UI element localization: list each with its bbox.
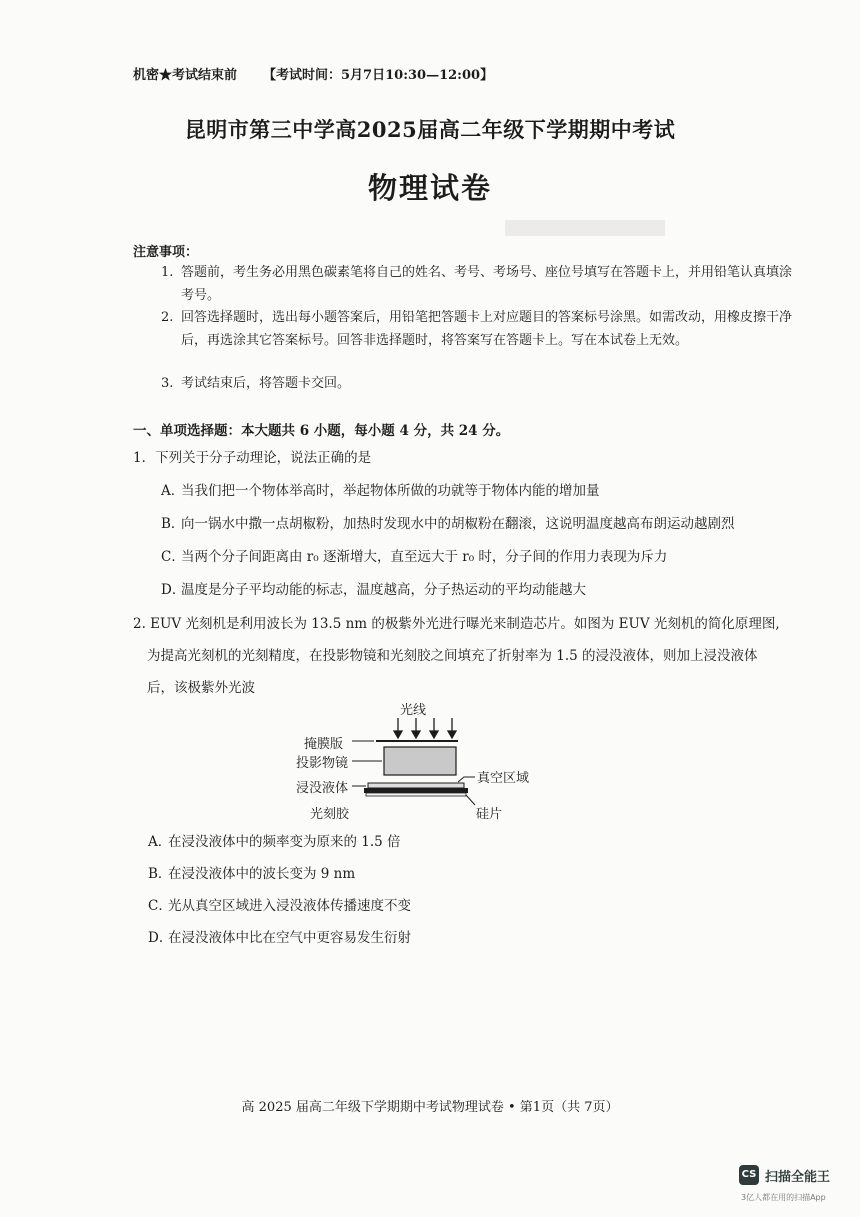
vacuum-pointer: [458, 777, 475, 782]
section-heading: 一、单项选择题：本大题共 6 小题，每小题 4 分，共 24 分。: [133, 423, 510, 439]
immersion-liquid: [368, 783, 464, 788]
silicon-wafer: [366, 793, 466, 796]
scanner-app-name: 扫描全能王: [765, 1170, 831, 1185]
note-text: 考试结束后，将答题卡交回。: [181, 376, 351, 391]
q2-option-a: A．在浸没液体中的频率变为原来的 1.5 倍: [148, 834, 401, 850]
projection-lens: [384, 747, 456, 775]
exam-time: 【考试时间：5月7日10:30—12:00】: [263, 68, 494, 83]
note-text: 答题前，考生务必用黑色碳素笔将自己的姓名、考号、考场号、座位号填写在答题卡上，并用铅笔认真填涂考号。: [181, 265, 793, 303]
note-item: [161, 306, 801, 352]
note-number: 1.: [161, 265, 174, 280]
euv-lithography-diagram: [290, 698, 550, 826]
q2-option-c: C．光从真空区域进入浸没液体传播速度不变: [148, 898, 411, 914]
q2-option-b: B．在浸没液体中的波长变为 9 nm: [148, 866, 356, 882]
question-2-stem-line: 后，该极紫外光波: [147, 680, 255, 696]
q2-option-d: D．在浸没液体中比在空气中更容易发生衍射: [148, 930, 411, 946]
photoresist-layer: [364, 788, 468, 793]
question-2-stem-line: 2. EUV 光刻机是利用波长为 13.5 nm 的极紫外光进行曝光来制造芯片。如图为 EUV 光刻机的简化原理图,: [133, 616, 780, 632]
light-arrows: [394, 718, 456, 738]
page-footer: 高 2025 届高二年级下学期期中考试物理试卷 • 第1页（共 7页）: [241, 1100, 619, 1115]
subject-title: 物理试卷: [367, 171, 492, 205]
exam-title: 昆明市第三中学高2025届高二年级下学期期中考试: [184, 117, 676, 142]
q1-option-a: A．当我们把一个物体举高时，举起物体所做的功就等于物体内能的增加量: [161, 483, 600, 499]
question-1-stem: 1．下列关于分子动理论，说法正确的是: [133, 450, 372, 466]
label-vacuum: 真空区域: [477, 771, 530, 786]
question-2-stem-line: 为提高光刻机的光刻精度，在投影物镜和光刻胶之间填充了折射率为 1.5 的浸没液体，则加上浸没液体: [147, 648, 758, 664]
note-number: 2.: [161, 310, 174, 325]
label-wafer: 硅片: [476, 807, 503, 822]
label-photoresist: 光刻胶: [310, 807, 350, 822]
note-item: [161, 372, 801, 395]
scanner-tagline: 3亿人都在用的扫描App: [741, 1193, 826, 1202]
note-text: 回答选择题时，选出每小题答案后，用铅笔把答题卡上对应题目的答案标号涂黑。如需改动，用橡皮擦干净后，再选涂其它答案标号。回答非选择题时，将答案写在答题卡上。写在本试卷上无效。: [181, 310, 793, 348]
wafer-pointer: [466, 795, 475, 805]
label-liquid: 浸没液体: [296, 781, 349, 796]
confidential-label: 机密★考试结束前: [133, 68, 238, 83]
camscanner-logo-icon: CS: [739, 1165, 759, 1185]
label-light: 光线: [400, 703, 427, 718]
label-lens: 投影物镜: [296, 756, 349, 771]
notes-heading: 注意事项：: [133, 245, 199, 260]
note-item: [161, 261, 801, 307]
q1-option-c: C．当两个分子间距离由 r₀ 逐渐增大，直至远大于 r₀ 时，分子间的作用力表现为斥力: [161, 549, 668, 565]
q1-option-d: D．温度是分子平均动能的标志，温度越高，分子热运动的平均动能越大: [161, 582, 586, 598]
faint-smudge: [505, 220, 665, 236]
label-mask: 掩膜版: [304, 737, 344, 752]
q1-option-b: B．向一锅水中撒一点胡椒粉，加热时发现水中的胡椒粉在翻滚，这说明温度越高布朗运动越剧烈: [161, 516, 735, 532]
note-number: 3.: [161, 376, 174, 391]
header-line: [133, 64, 493, 83]
